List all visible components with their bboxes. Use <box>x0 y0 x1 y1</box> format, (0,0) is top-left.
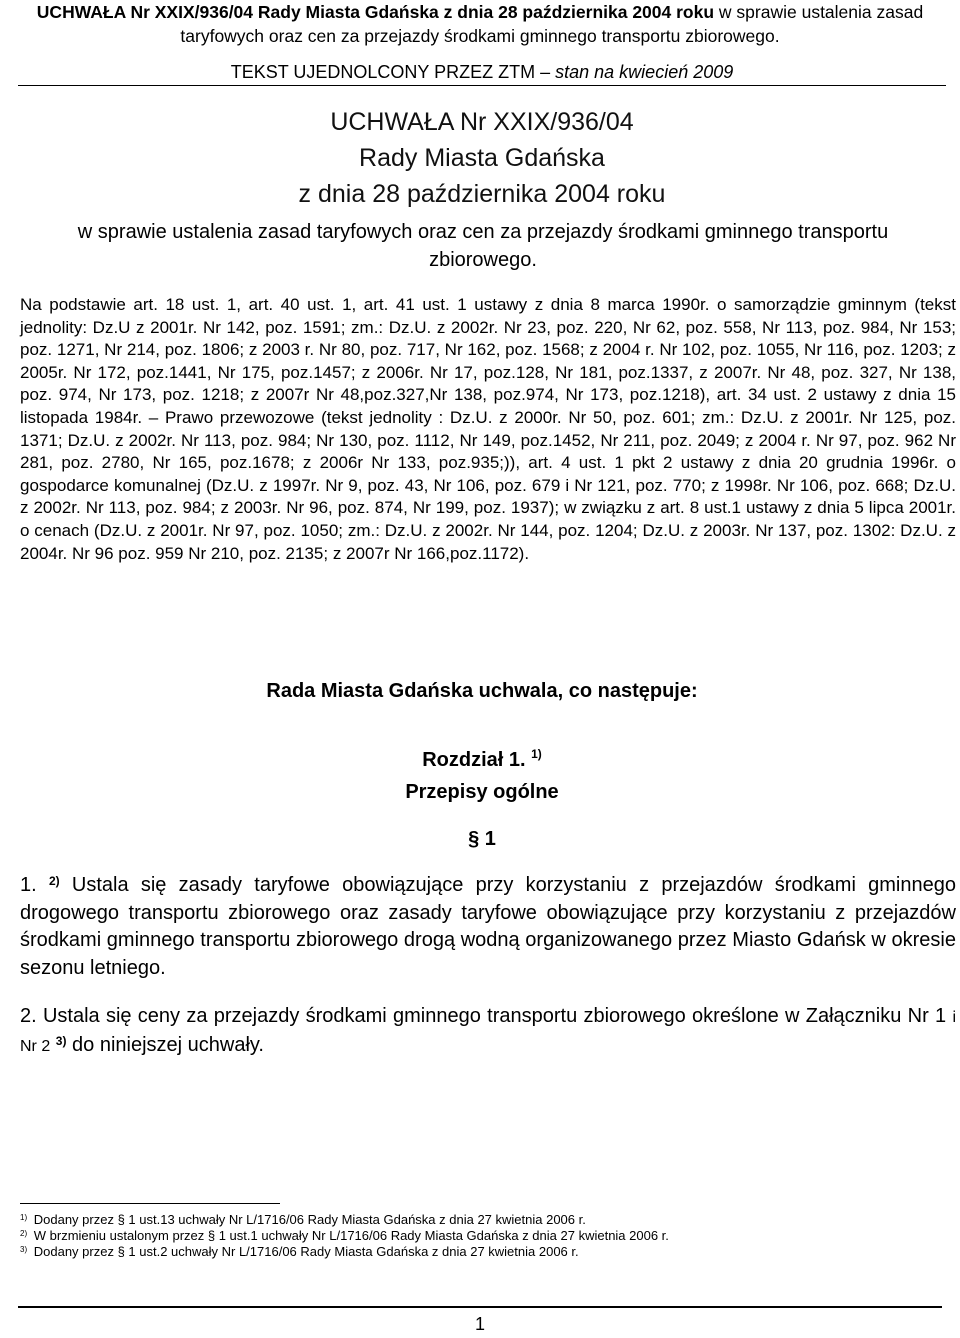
item-small-text: i Nr 2 <box>20 1009 957 1055</box>
page-bottom-rule <box>18 1306 942 1308</box>
footnote-mark: 3) <box>20 1245 28 1254</box>
paragraph-sign: § 1 <box>468 828 496 850</box>
resolution-title <box>18 104 946 212</box>
running-header <box>8 0 952 48</box>
title-line-3: z dnia 28 października 2004 roku <box>298 180 666 208</box>
footnotes <box>20 1212 940 1260</box>
chapter-heading <box>18 744 946 808</box>
footnote <box>20 1244 940 1260</box>
tekst-status: stan na kwiecień 2009 <box>555 62 734 82</box>
chapter-name: Przepisy ogólne <box>405 781 559 803</box>
footnote-text: Dodany przez § 1 ust.2 uchwały Nr L/1716/06 Rady Miasta Gdańska z dnia 27 kwietnia 2006 r. <box>33 1244 579 1259</box>
chapter-footnote-ref: 1) <box>531 747 542 761</box>
list-item <box>20 1003 956 1060</box>
title-line-1: UCHWAŁA Nr XXIX/936/04 <box>330 108 634 136</box>
item-number: 2. <box>20 1005 37 1027</box>
footnote-separator <box>20 1203 280 1204</box>
item-number: 1. <box>20 874 37 896</box>
footnote-text: W brzmieniu ustalonym przez § 1 ust.1 uchwały Nr L/1716/06 Rady Miasta Gdańska z dnia 27 kwietnia 2006 r. <box>33 1228 669 1243</box>
item-text: Ustala się zasady taryfowe obowiązujące przy korzystaniu z przejazdów środkami gminnego drogowego transportu zbiorowego oraz zasady taryfowe obowiązujące przy korzystaniu z przejazdów środkami gminnego transportu zbiorowego drogą wodną organizowanego przez Miasto Gdańsk w okresie sezonu letniego. <box>20 874 956 979</box>
header-subject: w sprawie ustalenia zasad taryfowych oraz cen za przejazdy środkami gminnego transportu zbiorowego. <box>180 2 924 46</box>
footnote-mark: 2) <box>20 1229 28 1238</box>
item-text-after: do niniejszej uchwały. <box>72 1033 264 1056</box>
item-footnote-ref: 2) <box>48 874 60 888</box>
item-text-before: Ustala się ceny za przejazdy środkami gminnego transportu zbiorowego określone w Załączniku Nr 1 <box>42 1005 947 1027</box>
item-footnote-ref: 3) <box>55 1033 67 1048</box>
footnote <box>20 1228 940 1244</box>
footnote-text: Dodany przez § 1 ust.13 uchwały Nr L/1716/06 Rady Miasta Gdańska z dnia 27 kwietnia 2006 r. <box>33 1212 586 1227</box>
list-item <box>20 872 956 982</box>
chapter-label-line <box>18 744 946 776</box>
tekst-dash: – <box>540 62 551 82</box>
footnote <box>20 1212 940 1228</box>
legal-basis-paragraph: Na podstawie art. 18 ust. 1, art. 40 ust. 1, art. 41 ust. 1 ustawy z dnia 8 marca 1990r. o samorządzie gminnym (tekst jednolity: Dz.U z 2001r. Nr 142, poz. 1591; zm.: Dz.U. z 2002r. Nr 23, poz. 220, Nr 62, poz. 558, Nr 113, poz. 984, Nr 153; poz. 1271, Nr 214, poz. 1806; z 2003 r. Nr 80, poz. 717, Nr 162, poz. 1568; z 2004 r. Nr 102, poz. 1055, Nr 116, poz. 1203; z 2005r. Nr 172, poz.1441, Nr 175, poz.1457; z 2006r. Nr 17, poz.128, Nr 181, poz.1337, z 2007r. Nr 48, poz. 327, Nr 138, poz. 974, Nr 173, poz. 1218; z 2007r Nr 48,poz.327,Nr 138, poz.974, Nr 173, poz.1218), art. 34 ust. 2 ustawy z dnia 15 listopada 1984r. – Prawo przewozowe (tekst jednolity : Dz.U. z 2000r. Nr 50, poz. 601; zm.: Dz.U. z 2001r. Nr 125, poz. 1371; Dz.U. z 2002r. Nr 113, poz. 984; Nr 130, poz. 1112, Nr 149, poz.1452, Nr 211, poz. 2049; z 2004 r. Nr 97, poz. 962 Nr 281, poz. 2780, Nr 165, poz.1678; z 2006r Nr 133, poz.935;)), art. 4 ust. 1 pkt 2 ustawy z dnia 20 grudnia 1996r. o gospodarce komunalnej (Dz.U. z 1997r. Nr 9, poz. 43, Nr 106, poz. 679 i Nr 121, poz. 770; z 1998r. Nr 106, poz. 668; Dz.U. z 2002r. Nr 113, poz. 984; z 2003r. Nr 96, poz. 874, Nr 199, poz. 1937); w związku z art. 8 ust.1 ustawy z dnia 5 lipca 2001r. o cenach (Dz.U. z 2001r. Nr 97, poz. 1050; zm.: Dz.U. z 2002r. Nr 144, poz. 1204; Dz.U. z 2003r. Nr 137, poz. 1302: Dz.U. z 2004r. Nr 96 poz. 959 Nr 210, poz. 2135; z 2007r Nr 166,poz.1172). <box>20 295 956 563</box>
title-line-2: Rady Miasta Gdańska <box>359 144 605 172</box>
resolution-subject: w sprawie ustalenia zasad taryfowych oraz cen za przejazdy środkami gminnego transportu zbiorowego. <box>77 221 889 271</box>
footnote-mark: 1) <box>20 1213 28 1222</box>
chapter-label: Rozdział 1. <box>422 749 526 771</box>
council-resolves-heading: Rada Miasta Gdańska uchwala, co następuje: <box>266 680 698 702</box>
consolidated-text-note <box>18 60 946 86</box>
header-bold-title: UCHWAŁA Nr XXIX/936/04 Rady Miasta Gdańska z dnia 28 października 2004 roku <box>36 2 715 22</box>
tekst-main: TEKST UJEDNOLCONY PRZEZ ZTM <box>230 62 536 82</box>
page-number: 1 <box>474 1314 485 1334</box>
